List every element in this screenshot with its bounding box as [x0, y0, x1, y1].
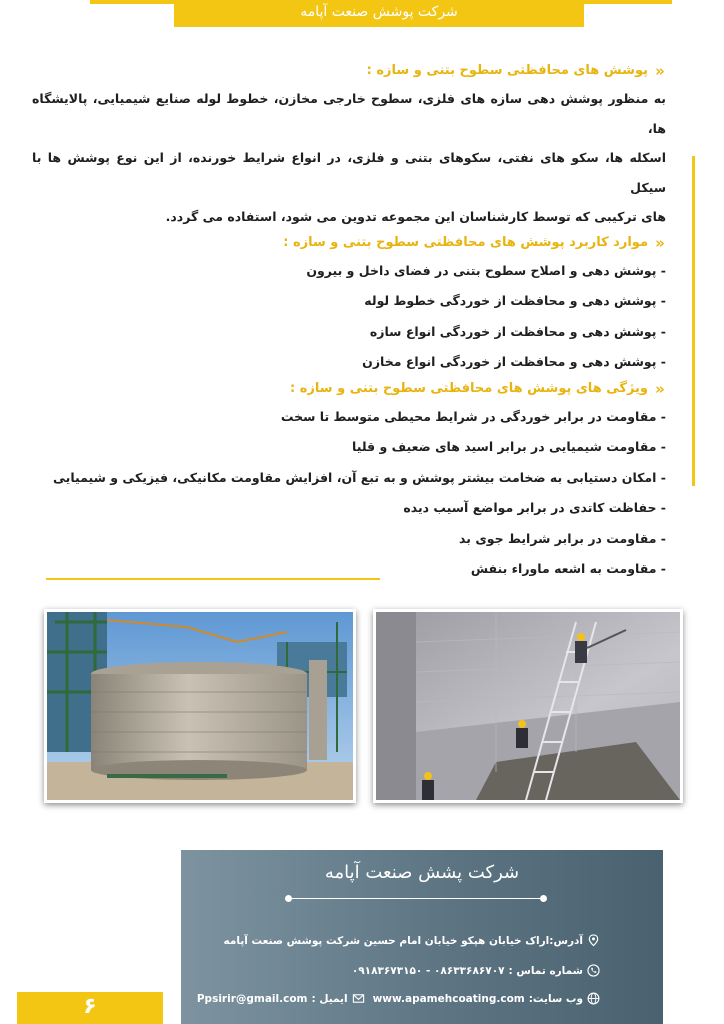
footer-address: آدرس:اراک خیابان هپکو خیابان امام حسین شرکت پوشش صنعت آپامه — [223, 934, 583, 947]
chevron-double-left-icon: « — [655, 62, 665, 80]
location-pin-icon — [587, 934, 600, 947]
footer-divider — [288, 898, 544, 899]
section2-list — [32, 256, 666, 378]
section3-heading — [32, 378, 666, 400]
list-item: - حفاظت کاتدی در برابر مواضع آسیب دیده — [403, 500, 666, 516]
list-item: - پوشش دهی و محافظت از خوردگی خطوط لوله — [364, 293, 666, 309]
footer-phone-row — [352, 964, 600, 977]
list-item: - پوشش دهی و اصلاح سطوح بتنی در فضای داخل و بیرون — [306, 262, 666, 278]
contact-card — [181, 850, 663, 1024]
footer-address-row — [224, 934, 600, 947]
main-content — [32, 60, 666, 585]
section1-line: های ترکیبی که توسط کارشناسان این مجموعه تدوین می شود، استفاده می گردد. — [165, 209, 666, 225]
section1-line: اسکله ها، سکو های نفتی، سکوهای بتنی و فلزی، در انواع شرایط خورنده، از این نوع پوشش ها با سیکل — [32, 150, 666, 195]
section1-title: پوشش های محافظتی سطوح بتنی و سازه : — [366, 63, 648, 78]
envelope-icon — [352, 992, 365, 1005]
list-item: - مقاومت در برابر خوردگی در شرایط محیطی متوسط تا سخت — [280, 408, 666, 424]
footer-email-label: ایمیل : — [311, 992, 348, 1005]
side-accent-rule — [692, 156, 695, 486]
list-item: - پوشش دهی و محافظت از خوردگی انواع سازه — [369, 323, 666, 339]
footer-phone-values[interactable]: ۰۸۶۳۳۶۸۶۷۰۷ - ۰۹۱۸۳۶۷۳۱۵۰ — [351, 964, 505, 977]
list-item: - امکان دستیابی به ضخامت بیشتر پوشش و به تبع آن، افزایش مقاومت مکانیکی، فیزیکی و شیمیایی — [53, 469, 666, 485]
footer-website[interactable]: www.apamehcoating.com — [372, 992, 525, 1005]
page-number-box — [17, 992, 163, 1024]
footer-company-name: شرکت پشش صنعت آپامه — [324, 862, 520, 883]
section2-title: موارد کاربرد پوشش های محافظتی سطوح بتنی و سازه : — [283, 234, 648, 250]
footer-divider-dot — [540, 895, 547, 902]
section-divider — [46, 578, 380, 580]
list-item: - پوشش دهی و محافظت از خوردگی انواع مخازن — [362, 354, 666, 370]
section1-heading — [32, 60, 666, 82]
chevron-double-left-icon: « — [655, 379, 665, 398]
chevron-double-left-icon: « — [655, 233, 665, 252]
section2-heading — [32, 232, 666, 254]
footer-web-row — [197, 992, 600, 1005]
footer-phone-label: شماره تماس : — [508, 964, 583, 977]
footer-website-label: وب سایت: — [528, 992, 583, 1005]
section3-title: ویژگی های پوشش های محافظتی سطوح بتنی و سازه : — [290, 380, 648, 396]
photo-concrete-tank — [44, 609, 356, 803]
section3-list — [32, 402, 666, 585]
list-item: - مقاومت به اشعه ماوراء بنفش — [470, 561, 666, 577]
page-number: ۶ — [83, 994, 97, 1019]
footer-divider-dot — [285, 895, 292, 902]
header-company-tab — [174, 0, 584, 27]
photo-workers-coating — [373, 609, 683, 803]
footer-email[interactable]: Ppsirir@gmail.com — [196, 992, 308, 1005]
header-company-name: شرکت پوشش صنعت آپامه — [300, 4, 458, 20]
globe-icon — [587, 992, 600, 1005]
section1-line: به منظور پوشش دهی سازه های فلزی، سطوح خارجی مخازن، خطوط لوله صنایع شیمیایی، پالایشگاه ها، — [32, 91, 666, 136]
list-item: - مقاومت در برابر شرایط جوی بد — [459, 530, 666, 546]
list-item: - مقاومت شیمیایی در برابر اسید های ضعیف و قلیا — [352, 439, 666, 455]
phone-icon — [587, 964, 600, 977]
section1-paragraph — [32, 84, 666, 232]
